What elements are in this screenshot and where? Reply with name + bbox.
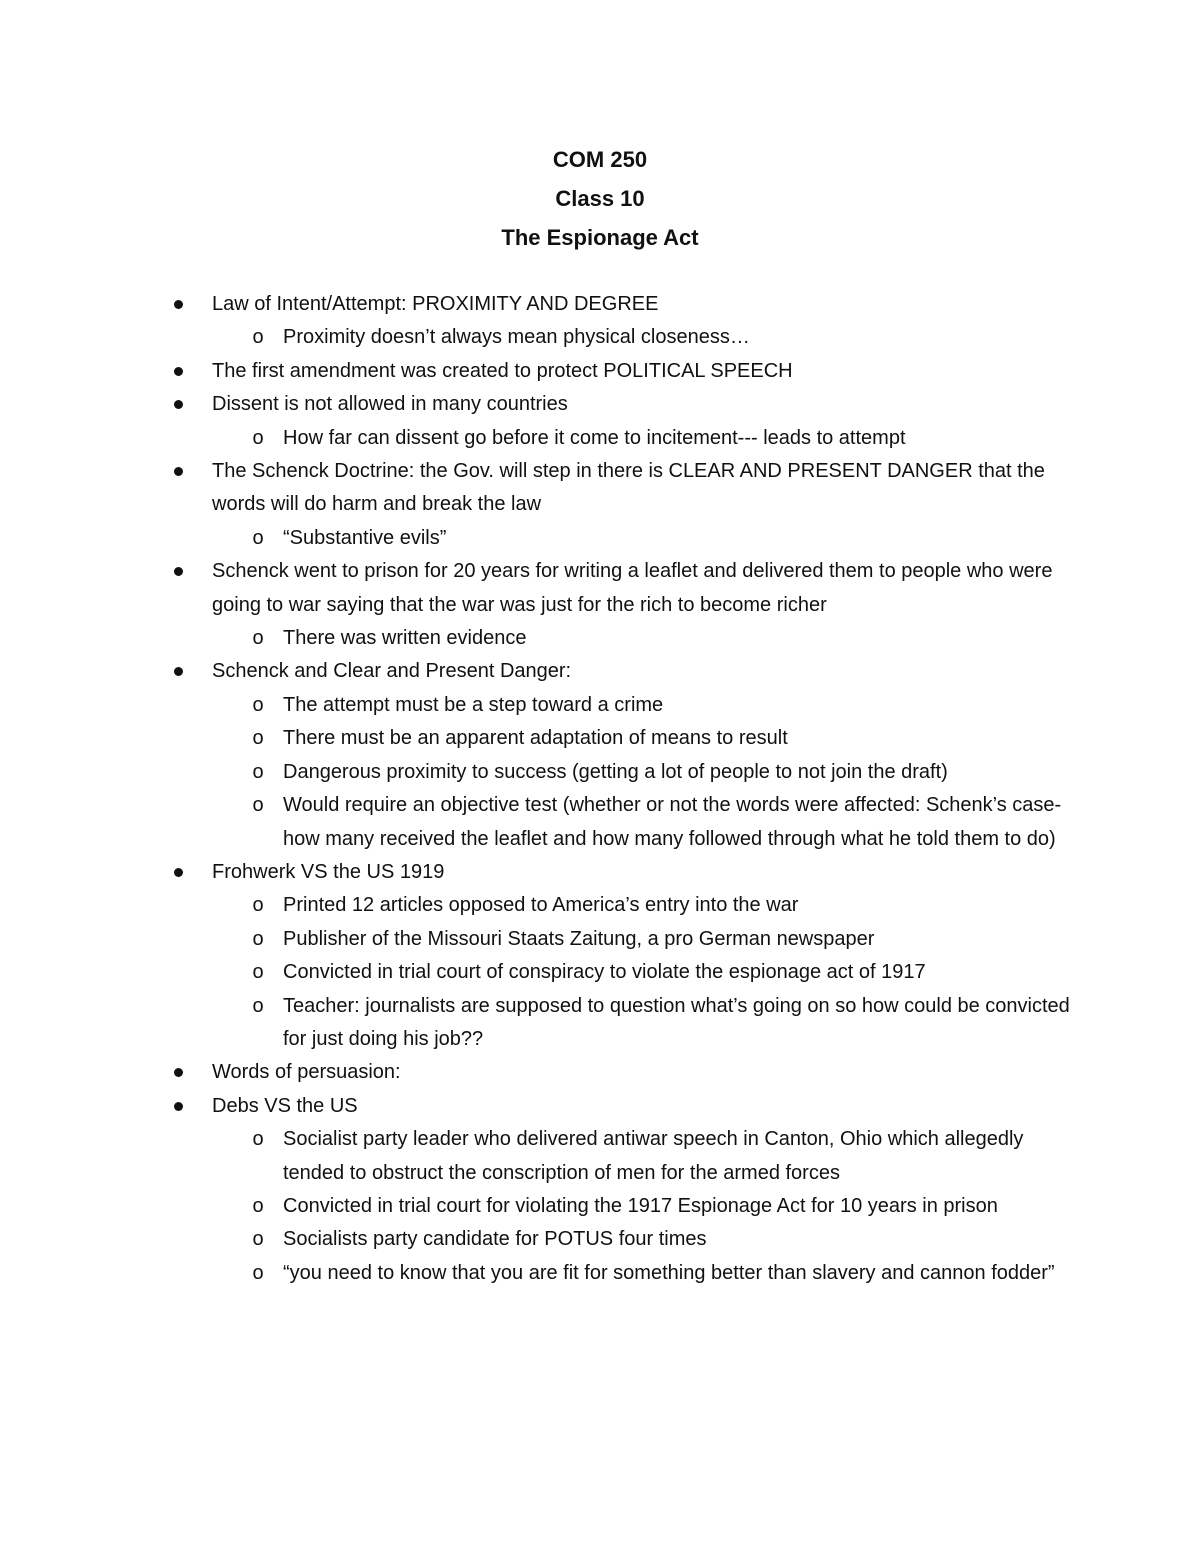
item-text: Teacher: journalists are supposed to question what’s going on so how could be convicted for just doing his job?? bbox=[283, 994, 1070, 1050]
sub-list-item bbox=[0, 756, 1073, 789]
item-text: Words of persuasion: bbox=[212, 1061, 401, 1084]
item-text: The attempt must be a step toward a crime bbox=[283, 693, 664, 716]
item-text: The first amendment was created to protect POLITICAL SPEECH bbox=[212, 359, 793, 382]
item-text: The Schenck Doctrine: the Gov. will step in there is CLEAR AND PRESENT DANGER that the words will do harm and break the law bbox=[212, 460, 1045, 516]
item-text: Frohwerk VS the US 1919 bbox=[212, 860, 445, 883]
circle-bullet-icon: o bbox=[252, 1128, 264, 1151]
sub-list-item bbox=[0, 722, 1073, 755]
item-text: Printed 12 articles opposed to America’s entry into the war bbox=[283, 894, 799, 917]
bullet-icon bbox=[174, 367, 183, 376]
item-text: There must be an apparent adaptation of means to result bbox=[283, 727, 788, 750]
bullet-icon bbox=[174, 467, 183, 476]
circle-bullet-icon: o bbox=[252, 1228, 264, 1251]
circle-bullet-icon: o bbox=[252, 927, 264, 950]
item-text: Convicted in trial court for violating the 1917 Espionage Act for 10 years in prison bbox=[283, 1194, 998, 1217]
item-text: Would require an objective test (whether or not the words were affected: Schenk’s case- how many received the leaflet and how many followed through what he told them to do) bbox=[283, 794, 1062, 850]
sub-list-item bbox=[0, 990, 1073, 1057]
circle-bullet-icon: o bbox=[252, 760, 264, 783]
list-item bbox=[0, 1056, 1072, 1089]
notes-list bbox=[0, 288, 1200, 1290]
sub-list-item bbox=[0, 1257, 1073, 1290]
sub-list-item bbox=[0, 321, 1073, 354]
sub-list-item bbox=[0, 1190, 1073, 1223]
item-text: “Substantive evils” bbox=[283, 526, 447, 549]
list-item bbox=[0, 288, 1072, 321]
item-text: Socialists party candidate for POTUS four times bbox=[283, 1228, 707, 1251]
list-item bbox=[0, 655, 1072, 688]
item-text: Convicted in trial court of conspiracy to violate the espionage act of 1917 bbox=[283, 961, 926, 984]
list-item bbox=[0, 555, 1072, 622]
circle-bullet-icon: o bbox=[252, 1261, 264, 1284]
circle-bullet-icon: o bbox=[252, 526, 264, 549]
circle-bullet-icon: o bbox=[252, 326, 264, 349]
list-item bbox=[0, 388, 1072, 421]
list-item bbox=[0, 1090, 1072, 1123]
bullet-icon bbox=[174, 300, 183, 309]
circle-bullet-icon: o bbox=[252, 961, 264, 984]
bullet-icon bbox=[174, 1068, 183, 1077]
bullet-icon bbox=[174, 400, 183, 409]
circle-bullet-icon: o bbox=[252, 693, 264, 716]
title-block bbox=[0, 140, 1200, 257]
bullet-icon bbox=[174, 667, 183, 676]
sub-list-item bbox=[0, 1223, 1073, 1256]
circle-bullet-icon: o bbox=[252, 1194, 264, 1217]
list-item bbox=[0, 355, 1072, 388]
bullet-icon bbox=[174, 1102, 183, 1111]
sub-list-item bbox=[0, 522, 1073, 555]
circle-bullet-icon: o bbox=[252, 627, 264, 650]
sub-list-item bbox=[0, 622, 1073, 655]
sub-list-item bbox=[0, 689, 1073, 722]
item-text: “you need to know that you are fit for something better than slavery and cannon fodder” bbox=[283, 1261, 1055, 1284]
item-text: Law of Intent/Attempt: PROXIMITY AND DEGREE bbox=[212, 293, 659, 315]
class-number: Class 10 bbox=[555, 186, 645, 211]
sub-list-item bbox=[0, 422, 1073, 455]
item-text: Publisher of the Missouri Staats Zaitung, a pro German newspaper bbox=[283, 927, 875, 950]
sub-list-item bbox=[0, 1123, 1073, 1190]
course-title: COM 250 bbox=[552, 147, 648, 172]
sub-list-item bbox=[0, 789, 1073, 856]
circle-bullet-icon: o bbox=[252, 794, 264, 817]
item-text: Debs VS the US bbox=[212, 1094, 358, 1117]
item-text: How far can dissent go before it come to incitement--- leads to attempt bbox=[283, 426, 906, 449]
circle-bullet-icon: o bbox=[252, 994, 264, 1017]
sub-list-item bbox=[0, 889, 1073, 922]
circle-bullet-icon: o bbox=[252, 426, 264, 449]
item-text: Schenck and Clear and Present Danger: bbox=[212, 660, 572, 683]
circle-bullet-icon: o bbox=[252, 894, 264, 917]
circle-bullet-icon: o bbox=[252, 727, 264, 750]
item-text: Proximity doesn’t always mean physical closeness… bbox=[283, 326, 750, 349]
item-text: Dangerous proximity to success (getting a lot of people to not join the draft) bbox=[283, 760, 948, 783]
bullet-icon bbox=[174, 567, 183, 576]
item-text: There was written evidence bbox=[283, 627, 527, 650]
sub-list-item bbox=[0, 923, 1073, 956]
item-text: Dissent is not allowed in many countries bbox=[212, 393, 568, 416]
sub-list-item bbox=[0, 956, 1073, 989]
item-text: Schenck went to prison for 20 years for writing a leaflet and delivered them to people who were going to war saying that the war was just for the rich to become richer bbox=[212, 560, 1053, 616]
lecture-topic: The Espionage Act bbox=[501, 225, 699, 250]
bullet-icon bbox=[174, 868, 183, 877]
item-text: Socialist party leader who delivered antiwar speech in Canton, Ohio which allegedly tended to obstruct the conscription of men for the armed forces bbox=[283, 1128, 1024, 1184]
list-item bbox=[0, 856, 1072, 889]
list-item bbox=[0, 455, 1072, 522]
